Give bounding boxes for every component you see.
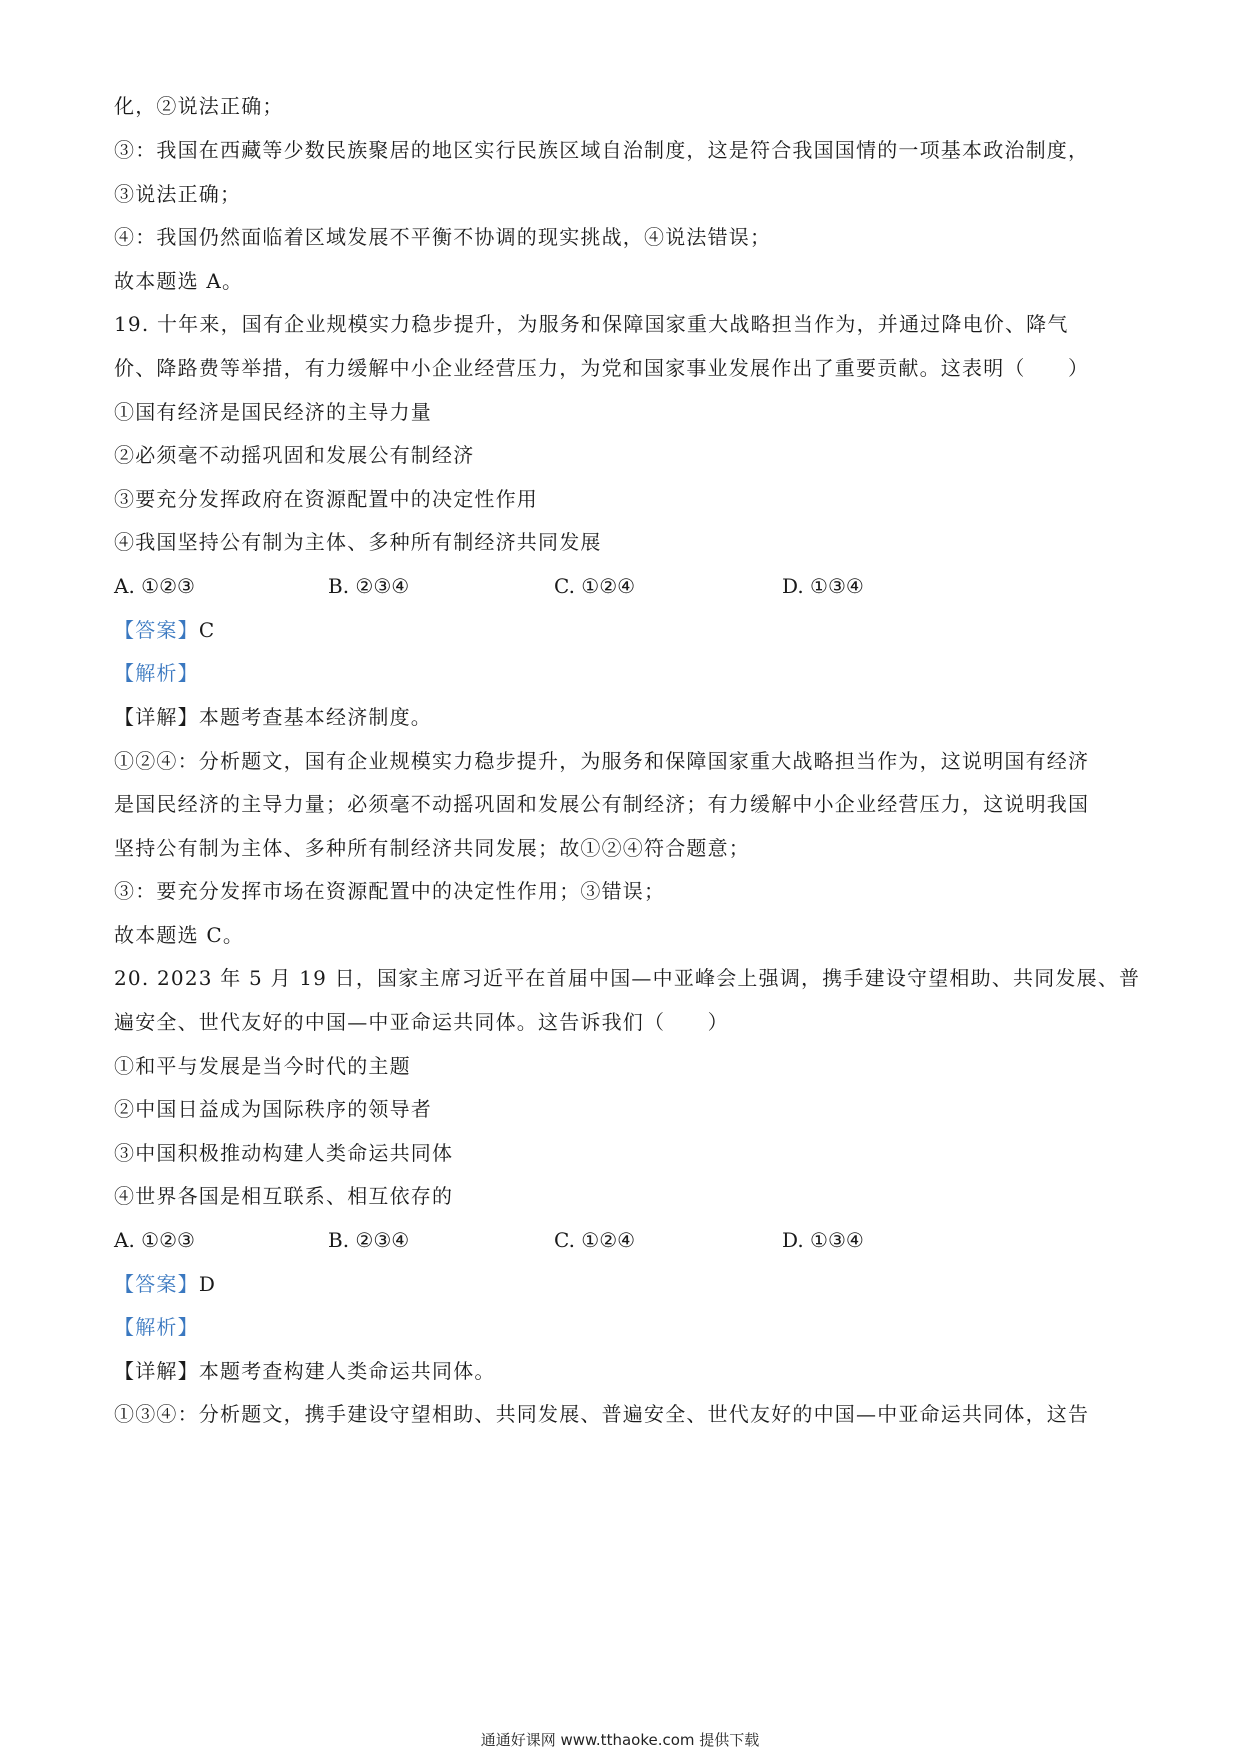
q19-explanation-line: ①②④：分析题文，国有企业规模实力稳步提升，为服务和保障国家重大战略担当作为，这说明国有经济 [114,749,1090,773]
detail-text: 本题考查构建人类命运共同体。 [198,1359,496,1383]
q20-stem-line: 20. 2023 年 5 月 19 日，国家主席习近平在首届中国—中亚峰会上强调，携手建设守望相助、共同发展、普 [114,966,1141,990]
q19-statement: ③要充分发挥政府在资源配置中的决定性作用 [114,487,538,511]
q19-options [114,572,1124,600]
answer-tag: 【答案】 [114,1272,199,1296]
q19-explanation-line: 坚持公有制为主体、多种所有制经济共同发展；故①②④符合题意； [114,836,750,860]
q20-statement: ③中国积极推动构建人类命运共同体 [114,1141,454,1165]
analysis-tag: 【解析】 [114,1315,199,1339]
q19-statement: ②必须毫不动摇巩固和发展公有制经济 [114,443,475,467]
q19-option-c: C. ①②④ [554,574,636,598]
answer-tag: 【答案】 [114,618,199,642]
q19-option-a: A. ①②③ [114,574,195,598]
q19-answer [114,616,215,644]
q20-option-d: D. ①③④ [782,1228,864,1252]
q19-explanation-line: 故本题选 C。 [114,923,245,947]
q19-statement: ④我国坚持公有制为主体、多种所有制经济共同发展 [114,530,602,554]
q20-option-c: C. ①②④ [554,1228,636,1252]
detail-tag: 【详解】 [114,705,199,729]
q19-explanation-line: 是国民经济的主导力量；必须毫不动摇巩固和发展公有制经济；有力缓解中小企业经营压力，这说明我国 [114,792,1090,816]
detail-tag: 【详解】 [114,1359,199,1383]
text-line: 化，②说法正确； [114,94,284,118]
q19-stem-line: 价、降路费等举措，有力缓解中小企业经营压力，为党和国家事业发展作出了重要贡献。这表明（ ） [114,356,1090,380]
q19-detail [114,703,432,731]
q20-stem-line: 遍安全、世代友好的中国—中亚命运共同体。这告诉我们（ ） [114,1010,729,1034]
q20-options [114,1226,1124,1254]
q20-option-b: B. ②③④ [328,1228,410,1252]
q20-explanation-line: ①③④：分析题文，携手建设守望相助、共同发展、普遍安全、世代友好的中国—中亚命运共同体，这告 [114,1402,1090,1426]
text-line: ③：我国在西藏等少数民族聚居的地区实行民族区域自治制度，这是符合我国国情的一项基本政治制度， [114,138,1090,162]
detail-text: 本题考查基本经济制度。 [198,705,433,729]
q19-option-b: B. ②③④ [328,574,410,598]
q19-stem-line: 19. 十年来，国有企业规模实力稳步提升，为服务和保障国家重大战略担当作为，并通过降电价、降气 [114,312,1069,336]
analysis-tag: 【解析】 [114,661,199,685]
answer-value: C [198,618,216,642]
q20-statement: ④世界各国是相互联系、相互依存的 [114,1184,454,1208]
q20-analysis-heading [114,1313,199,1341]
q20-detail [114,1357,496,1385]
q20-statement: ②中国日益成为国际秩序的领导者 [114,1097,432,1121]
q20-answer [114,1270,216,1298]
q19-statement: ①国有经济是国民经济的主导力量 [114,400,432,424]
text-line: 故本题选 A。 [114,269,244,293]
q20-option-a: A. ①②③ [114,1228,195,1252]
q19-explanation-line: ③：要充分发挥市场在资源配置中的决定性作用；③错误； [114,879,666,903]
q19-analysis-heading [114,659,199,687]
text-line: ③说法正确； [114,182,242,206]
text-line: ④：我国仍然面临着区域发展不平衡不协调的现实挑战，④说法错误； [114,225,772,249]
q19-option-d: D. ①③④ [782,574,864,598]
page-footer: 通通好课网 www.tthaoke.com 提供下载 [480,1731,760,1749]
q20-statement: ①和平与发展是当今时代的主题 [114,1054,411,1078]
answer-value: D [198,1272,217,1296]
